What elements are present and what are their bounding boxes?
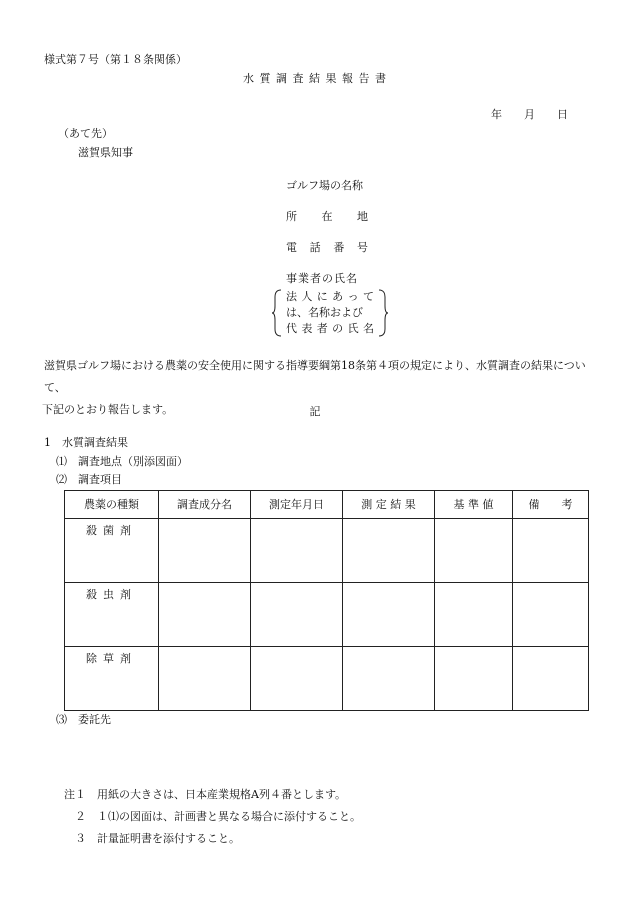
corporate-char: 法 xyxy=(286,290,297,303)
phone-char: 話 xyxy=(309,241,321,254)
body-line-1: 滋賀県ゴルフ場における農薬の安全使用に関する指導要綱第18条第４項の規定により、水質調査の結果について、 xyxy=(44,359,586,394)
item-2-survey-items: ⑵ 調査項目 xyxy=(56,473,122,486)
corporate-line-1 xyxy=(286,291,374,302)
location-char: 所 xyxy=(286,210,297,223)
corporate-char: て xyxy=(362,290,374,303)
standard-value-cell xyxy=(435,583,513,647)
corporate-char: 表 xyxy=(301,322,313,335)
measurement-date-cell xyxy=(251,647,343,711)
date-day: 日 xyxy=(557,108,568,121)
corporate-char: 代 xyxy=(286,322,297,335)
phone-label xyxy=(286,242,368,253)
measurement-result-cell xyxy=(343,583,435,647)
header-measurement-result: 測 定 結 果 xyxy=(343,491,435,519)
ki-heading: 記 xyxy=(309,405,321,418)
standard-value-cell xyxy=(435,647,513,711)
note-2: ２ １⑴の図面は、計画書と異なる場合に添付すること。 xyxy=(64,810,361,823)
header-pesticide-type: 農薬の種類 xyxy=(65,491,159,519)
section-1-heading: 1 水質調査結果 xyxy=(44,436,128,449)
golf-course-name-label: ゴルフ場の名称 xyxy=(286,179,363,192)
pesticide-type-cell xyxy=(65,583,159,647)
corporate-char: の xyxy=(332,322,344,335)
document-title: 水 質 調 査 結 果 報 告 書 xyxy=(243,72,387,85)
survey-table xyxy=(64,490,589,711)
header-remarks: 備 考 xyxy=(513,491,589,519)
corporate-text: は、名称および xyxy=(286,306,363,319)
note-1: 注１ 用紙の大きさは、日本産業規格A列４番とします。 xyxy=(64,788,347,801)
phone-char: 号 xyxy=(356,241,368,254)
table-header-row xyxy=(65,491,589,519)
corporate-char: 氏 xyxy=(347,322,359,335)
measurement-result-cell xyxy=(343,519,435,583)
location-char: 地 xyxy=(357,210,368,223)
table-row xyxy=(65,647,589,711)
pesticide-type-label: 殺虫剤 xyxy=(86,588,137,601)
addressee-label: （あて先） xyxy=(58,127,113,140)
phone-char: 電 xyxy=(286,241,297,254)
pesticide-type-cell xyxy=(65,647,159,711)
corporate-char: に xyxy=(316,290,328,303)
date-year: 年 xyxy=(491,108,502,121)
addressee: 滋賀県知事 xyxy=(78,146,133,159)
corporate-char: 人 xyxy=(301,290,313,303)
remarks-cell xyxy=(513,583,589,647)
component-name-cell xyxy=(159,583,251,647)
notes-section xyxy=(64,784,361,850)
pesticide-type-label: 殺菌剤 xyxy=(86,524,137,537)
location-label xyxy=(286,211,368,222)
pesticide-type-cell xyxy=(65,519,159,583)
measurement-date-cell xyxy=(251,583,343,647)
note-3: ３ 計量証明書を添付すること。 xyxy=(64,832,240,845)
corporate-line-3 xyxy=(286,323,374,334)
phone-char: 番 xyxy=(333,241,345,254)
corporate-char: っ xyxy=(347,290,359,303)
table-row xyxy=(65,583,589,647)
standard-value-cell xyxy=(435,519,513,583)
date-month: 月 xyxy=(524,108,535,121)
table-row xyxy=(65,519,589,583)
corporate-char: 者 xyxy=(316,322,328,335)
operator-name-label: 事業者の氏名 xyxy=(286,272,358,285)
form-number: 様式第７号（第１８条関係） xyxy=(44,53,187,66)
corporate-line-2 xyxy=(286,307,374,318)
corporate-char: あ xyxy=(332,290,344,303)
header-measurement-date: 測定年月日 xyxy=(251,491,343,519)
header-standard-value: 基 準 値 xyxy=(435,491,513,519)
body-line-2: 下記のとおり報告します。 xyxy=(42,403,174,416)
remarks-cell xyxy=(513,519,589,583)
corporate-note-bracket xyxy=(272,289,388,337)
item-3-contractor: ⑶ 委託先 xyxy=(56,713,111,726)
remarks-cell xyxy=(513,647,589,711)
pesticide-type-label: 除草剤 xyxy=(86,652,137,665)
corporate-char: 名 xyxy=(362,322,374,335)
location-char: 在 xyxy=(321,210,333,223)
measurement-date-cell xyxy=(251,519,343,583)
component-name-cell xyxy=(159,647,251,711)
header-component-name: 調査成分名 xyxy=(159,491,251,519)
item-1-survey-point: ⑴ 調査地点（別添図面） xyxy=(56,455,188,468)
component-name-cell xyxy=(159,519,251,583)
measurement-result-cell xyxy=(343,647,435,711)
